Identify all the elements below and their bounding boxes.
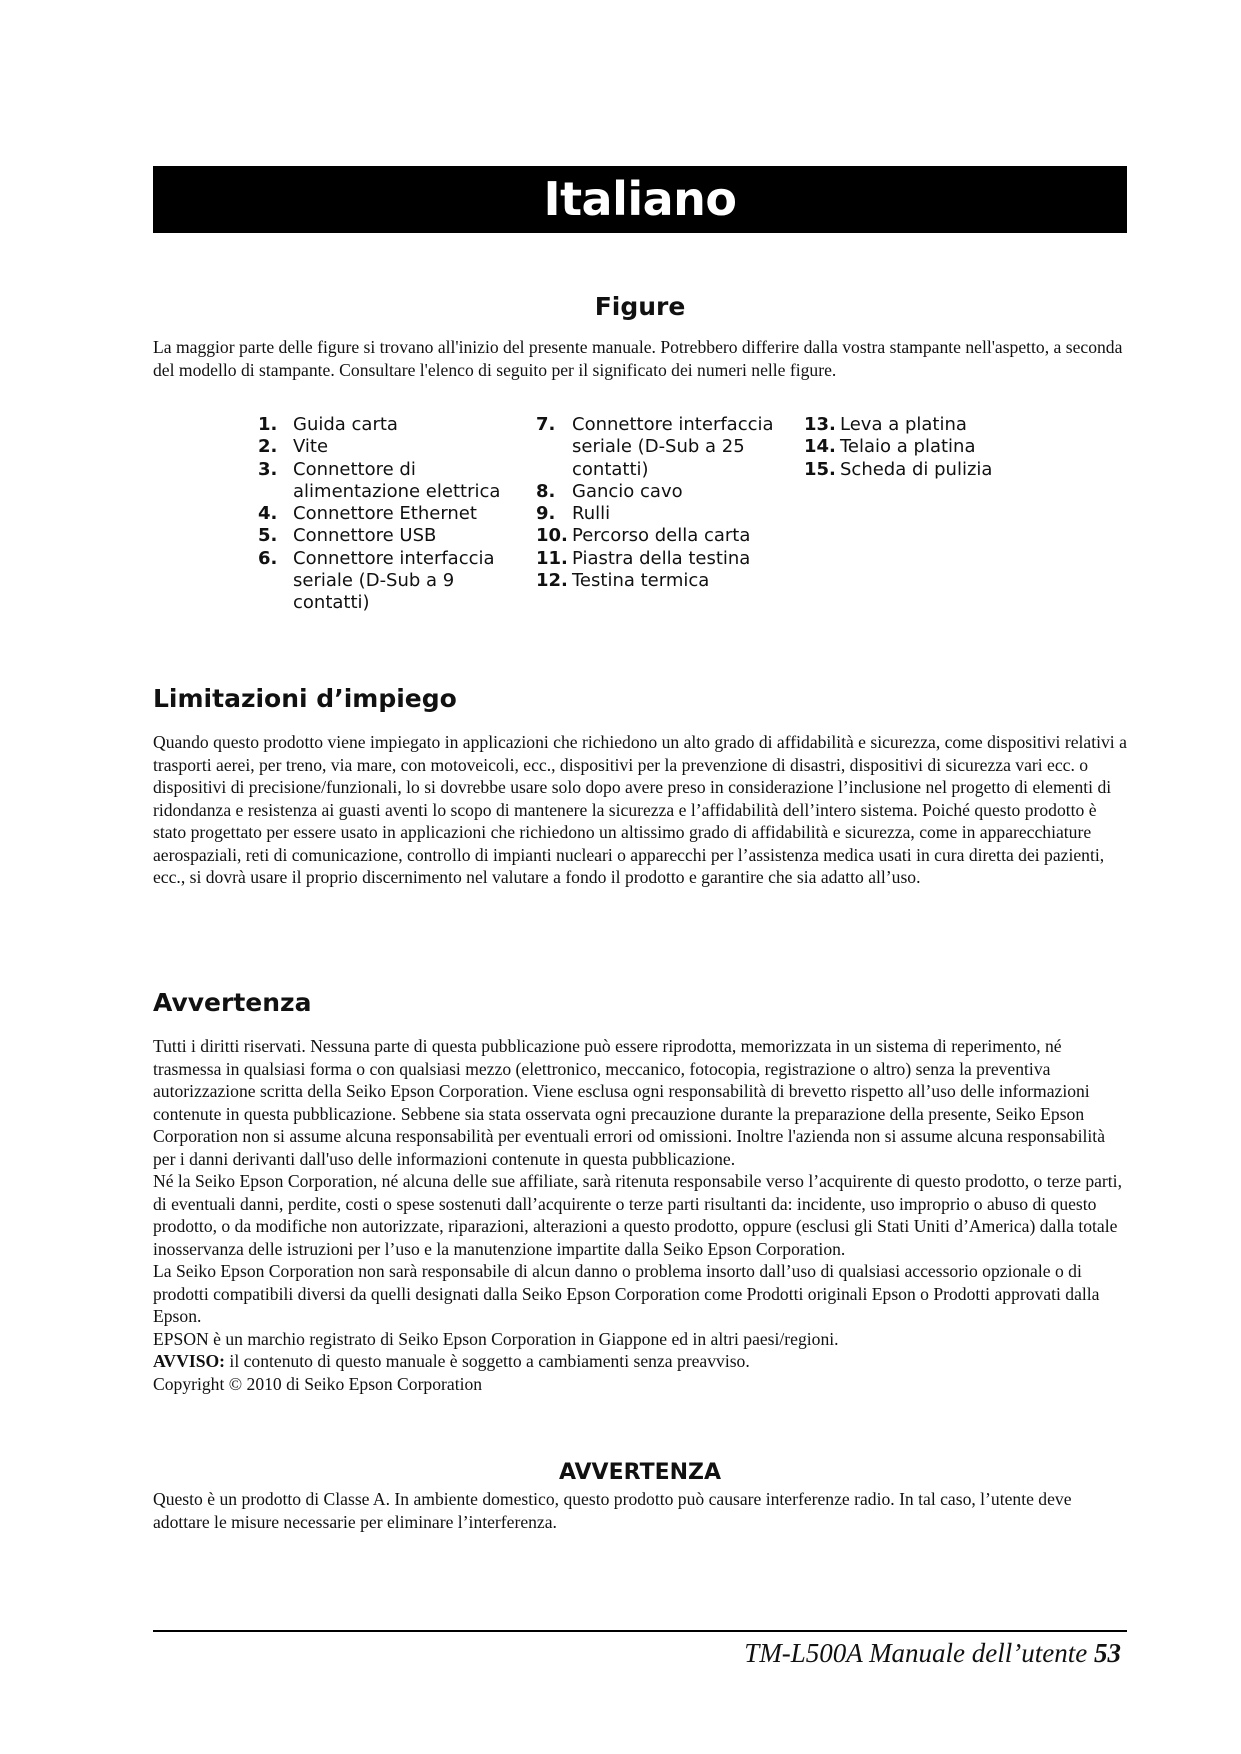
notice-paragraph-trademark: EPSON è un marchio registrato di Seiko Epson Corporation in Giappone ed in altri paesi/regioni. (153, 1328, 839, 1349)
legend-number: 9. (536, 503, 556, 525)
legend-item (258, 525, 518, 547)
legend-item (258, 548, 518, 615)
notice-body (153, 1035, 1127, 1395)
figure-legend-column-2 (536, 414, 801, 592)
legend-label: Testina termica (572, 570, 710, 592)
legend-label: Leva a platina (840, 414, 967, 435)
legend-label: Connettore interfaccia seriale (D-Sub a 9 contatti) (293, 547, 495, 614)
legend-label: Guida carta (293, 414, 398, 435)
legend-label: Connettore interfaccia seriale (D-Sub a 25 contatti) (572, 414, 774, 480)
legend-item (258, 459, 518, 504)
legend-number: 13. (804, 414, 836, 435)
notice-paragraph-rights: Tutti i diritti riservati. Nessuna parte di questa pubblicazione può essere riprodotta, memorizzata in un sistema di reperimento, né trasmessa in qualsiasi forma o con qualsiasi mezzo (elettronico, meccanico, fotocopia, registrazione o altro) senza la preventiva autorizzazione scritta della Seiko Epson Corporation. Viene esclusa ogni responsabilità di brevetto rispetto all’uso delle informazioni contenute in questa pubblicazione. Sebbene sia stata osservata ogni precauzione durante la preparazione della presente, Seiko Epson Corporation non si assume alcuna responsabilità per eventuali errori od omissioni. Inoltre l'azienda non si assume alcuna responsabilità per i danni derivanti dall'uso delle informazioni contenute in questa pubblicazione. (153, 1036, 1106, 1169)
legend-number: 1. (258, 414, 278, 435)
limitations-heading: Limitazioni d’impiego (153, 684, 457, 713)
copyright-line: Copyright © 2010 di Seiko Epson Corporation (153, 1373, 483, 1394)
legend-label: Rulli (572, 503, 611, 525)
figure-legend-column-1 (258, 414, 518, 615)
legend-number: 3. (258, 458, 278, 480)
legend-item (804, 436, 1024, 458)
legend-item (258, 503, 518, 525)
legend-label: Connettore Ethernet (293, 503, 477, 525)
legend-number: 10. (536, 525, 568, 547)
manual-title: TM-L500A Manuale dell’utente (744, 1638, 1088, 1668)
legend-item (536, 548, 801, 570)
legend-number: 6. (258, 547, 278, 569)
legend-item (258, 436, 518, 458)
legend-label: Connettore di alimentazione elettrica (293, 458, 501, 502)
legend-number: 5. (258, 525, 278, 547)
warning-heading: AVVERTENZA (559, 1460, 721, 1485)
legend-item (536, 570, 801, 592)
page-number: 53 (1094, 1638, 1121, 1668)
warning-body: Questo è un prodotto di Classe A. In ambiente domestico, questo prodotto può causare interferenze radio. In tal caso, l’utente deve adottare le misure necessarie per eliminare l’interferenza. (153, 1489, 1072, 1532)
page-footer (744, 1638, 1121, 1669)
legend-number: 12. (536, 570, 568, 592)
avviso-label: AVVISO: (153, 1351, 226, 1371)
legend-label: Percorso della carta (572, 525, 751, 547)
legend-label: Piastra della testina (572, 547, 751, 569)
legend-item (536, 481, 801, 503)
legend-item (804, 414, 1024, 436)
legend-number: 15. (804, 458, 836, 480)
notice-heading: Avvertenza (153, 988, 312, 1017)
limitations-body: Quando questo prodotto viene impiegato in applicazioni che richiedono un alto grado di affidabilità e sicurezza, come dispositivi relativi a trasporti aerei, per treno, via mare, con motoveicoli, ecc., dispositivi per la prevenzione di disastri, dispositivi di sicurezza vari ecc. o dispositivi di precisione/funzionali, lo si dovrebbe usare solo dopo avere preso in considerazione l’inclusione nel progetto di elementi di ridondanza e resistenza ai guasti aventi lo scopo di mantenere la sicurezza e l’affidabilità dell’intero sistema. Poiché questo prodotto è stato progettato per essere usato in applicazioni che richiedono un altissimo grado di affidabilità e sicurezza, come in apparecchiature aerospaziali, reti di comunicazione, controllo di impianti nucleari o apparecchi per l’assistenza medica usati in cura diretta dei pazienti, ecc., si dovrà usare il proprio discernimento nel valutare a fondo il prodotto e garantire che sia adatto all’uso. (153, 732, 1127, 887)
notice-paragraph-liability: Né la Seiko Epson Corporation, né alcuna delle sue affiliate, sarà ritenuta responsabile verso l’acquirente di questo prodotto, o terze parti, di eventuali danni, perdite, costi o spese sostenuti dall’acquirente o terze parti risultanti da: incidente, uso improprio o abuso di questo prodotto, o da modifiche non autorizzate, riparazioni, alterazioni a questo prodotto, oppure (esclusi gli Stati Uniti d’America) dalla totale inosservanza delle istruzioni per l’uso e la manutenzione impartite dalla Seiko Epson Corporation. (153, 1171, 1122, 1259)
legend-number: 2. (258, 436, 278, 458)
legend-number: 4. (258, 503, 278, 525)
legend-label: Gancio cavo (572, 480, 683, 502)
legend-number: 14. (804, 436, 836, 458)
legend-item (536, 503, 801, 525)
figures-heading: Figure (594, 292, 686, 321)
figures-intro: La maggior parte delle figure si trovano all'inizio del presente manuale. Potrebbero differire dalla vostra stampante nell'aspetto, a seconda del modello di stampante. Consultare l'elenco di seguito per il significato dei numeri nelle figure. (153, 337, 1123, 380)
legend-label: Scheda di pulizia (840, 458, 993, 480)
legend-item (536, 525, 801, 547)
footer-rule (153, 1630, 1127, 1632)
notice-paragraph-avviso (153, 1350, 1127, 1373)
notice-paragraph-accessories: La Seiko Epson Corporation non sarà responsabile di alcun danno o problema insorto dall’uso di qualsiasi accessorio opzionale o di prodotti compatibili diversi da quelli designati dalla Seiko Epson Corporation come Prodotti originali Epson o Prodotti approvati dalla Epson. (153, 1261, 1100, 1326)
legend-label: Connettore USB (293, 525, 437, 547)
legend-item (258, 414, 518, 436)
section-banner-title: Italiano (153, 166, 1127, 233)
legend-item (536, 414, 801, 481)
legend-number: 8. (536, 480, 556, 502)
avviso-text: il contenuto di questo manuale è soggetto a cambiamenti senza preavviso. (225, 1351, 750, 1371)
legend-item (804, 459, 1024, 481)
legend-number: 7. (536, 414, 556, 435)
legend-label: Telaio a platina (840, 436, 976, 458)
figure-legend-column-3 (804, 414, 1024, 481)
legend-label: Vite (293, 436, 329, 458)
legend-number: 11. (536, 547, 568, 569)
